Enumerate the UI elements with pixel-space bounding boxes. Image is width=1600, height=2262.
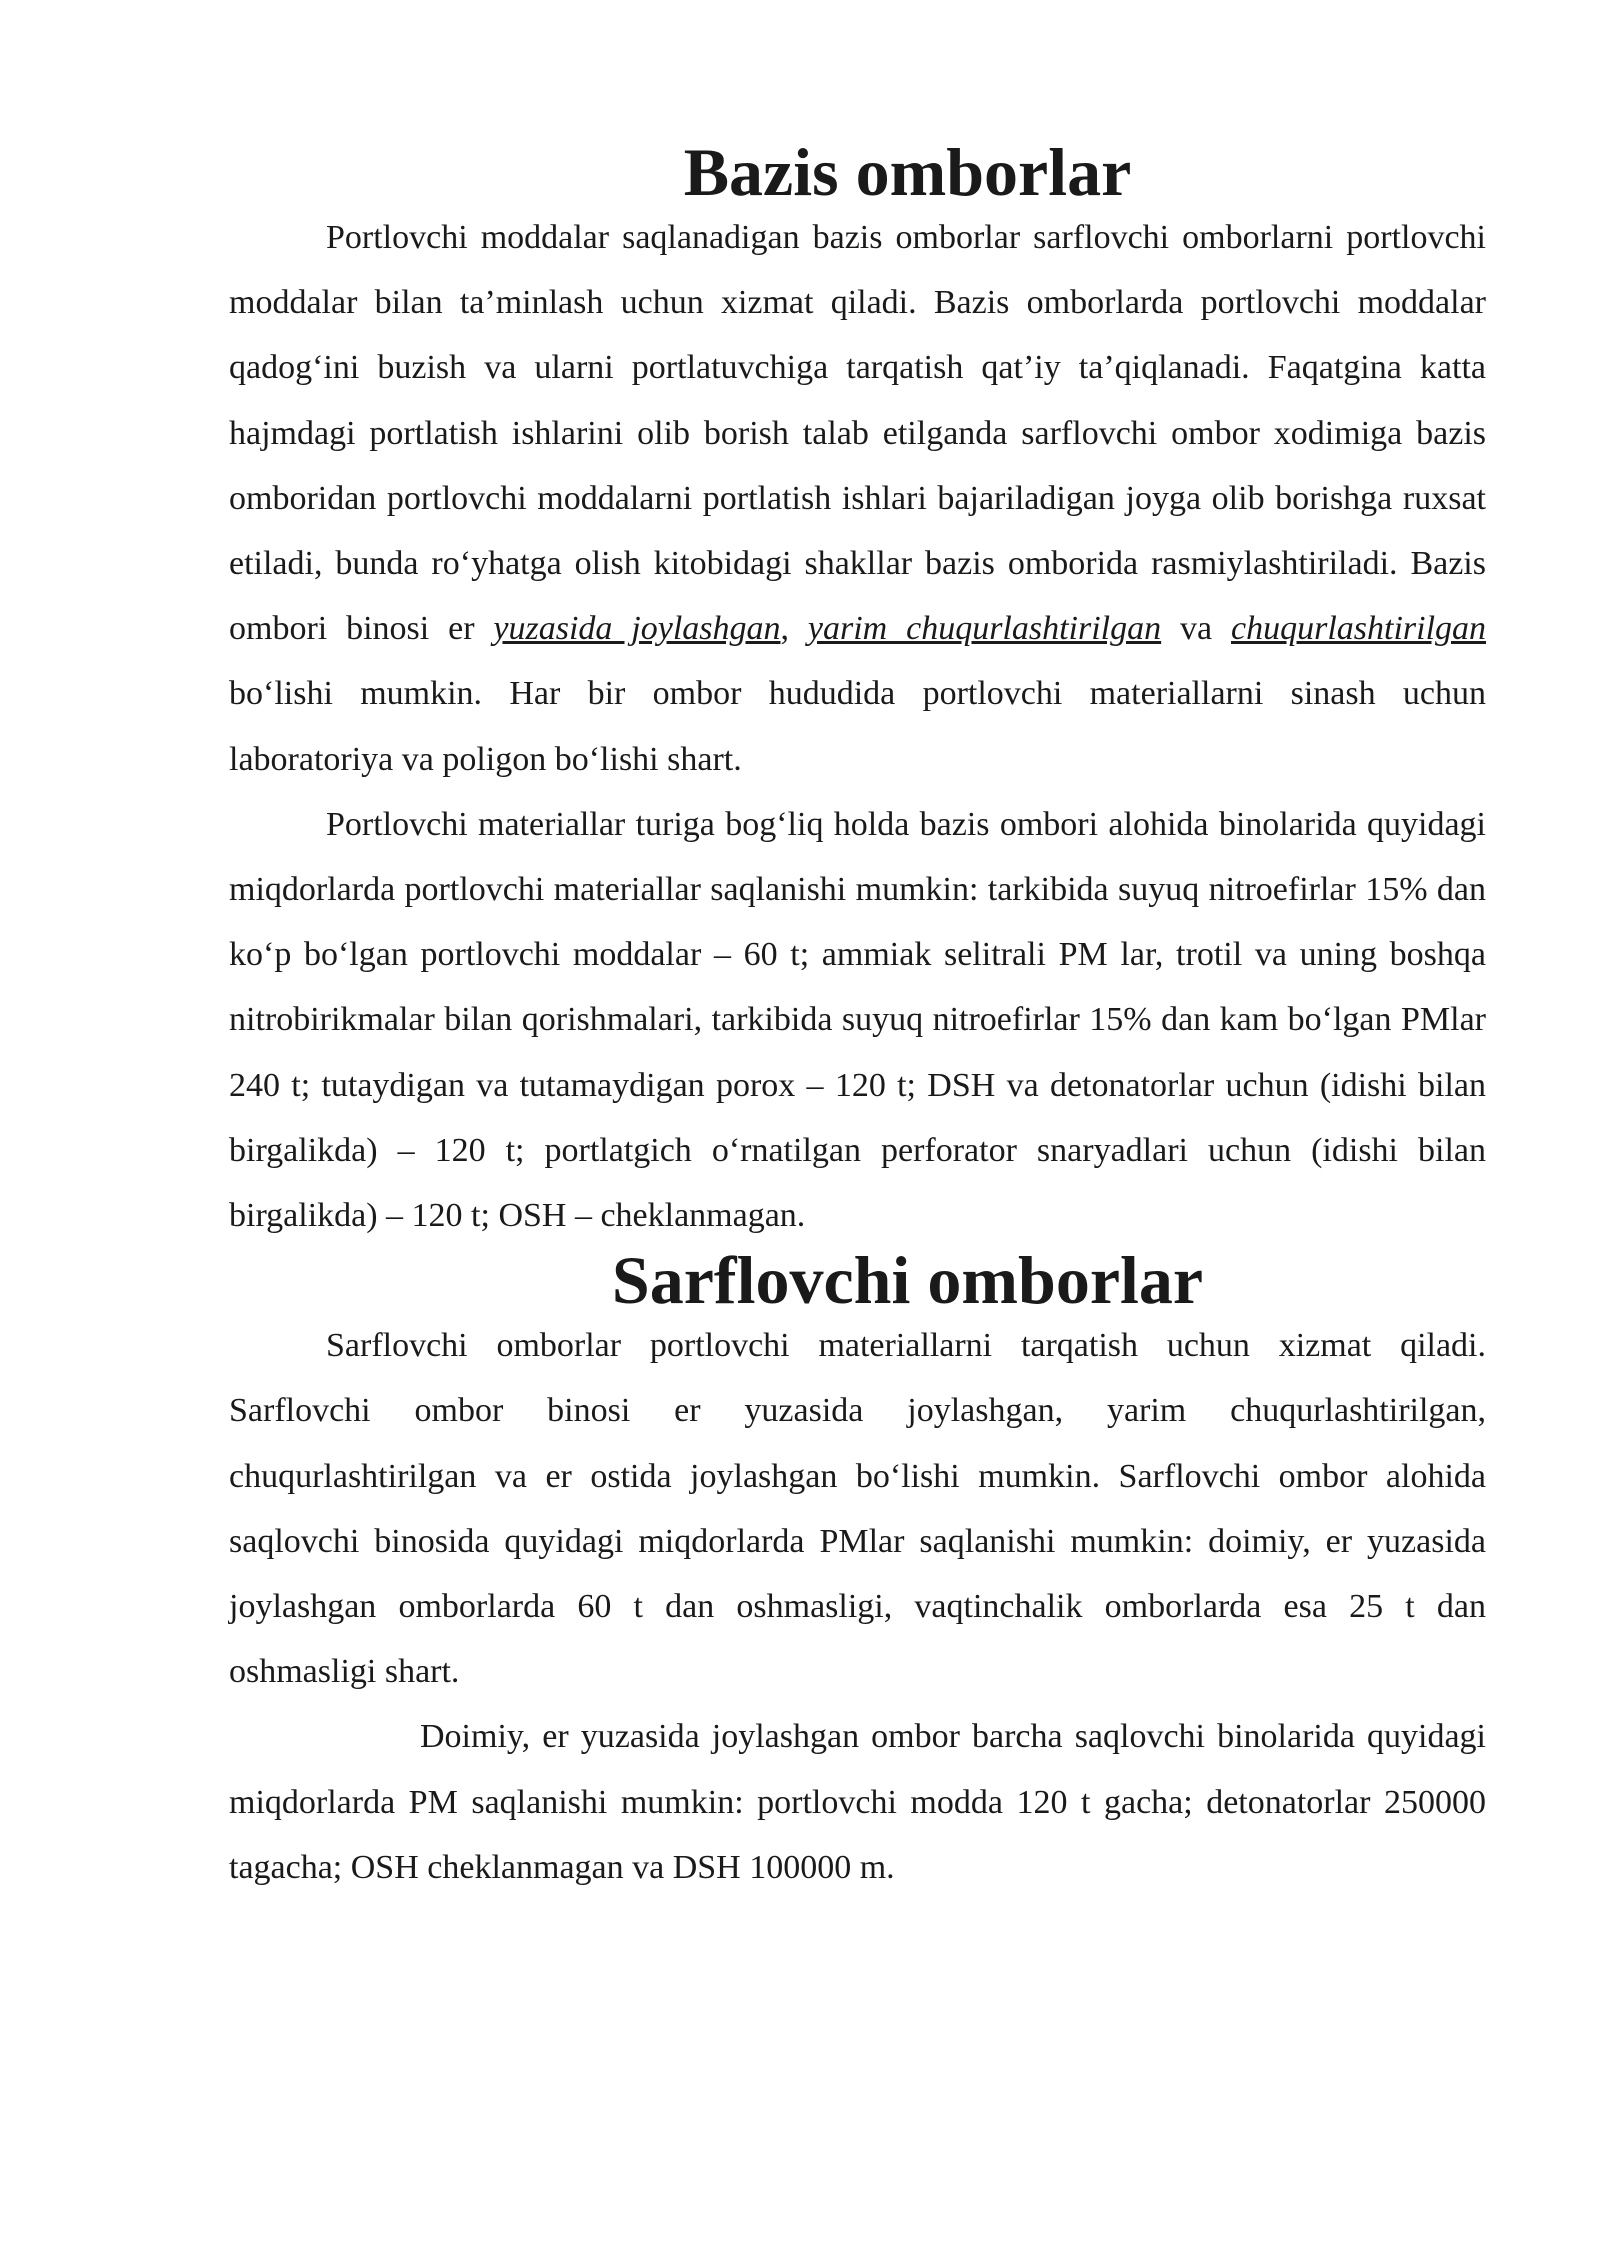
paragraph-bazis-quantities: Portlovchi materiallar turiga bog‘liq holda bazis ombori alohida binolarida quyidagi miqdorlarda portlovchi materiallar saqlanishi mumkin: tarkibida suyuq nitroefirlar 15% dan ko‘p bo‘lgan portlovchi moddalar – 60 t; ammiak selitrali PM lar, trotil va uning boshqa nitrobirikmalar bilan qorishmalari, tarkibida suyuq nitroefirlar 15% dan kam bo‘lgan PMlar 240 t; tutaydigan va tutamaydigan porox – 120 t; DSH va detonatorlar uchun (idishi bilan birgalikda) – 120 t; portlatgich o‘rnatilgan perforator snaryadlari uchun (idishi bilan birgalikda) – 120 t; OSH – cheklanmagan. [229, 805, 1486, 1235]
paragraph-text: bo‘lishi mumkin. Har bir ombor hududida portlovchi materiallarni sinash uchun laboratoriya va poligon bo‘lishi shart. [229, 675, 1486, 778]
section-heading-bazis-omborlar: Bazis omborlar [683, 134, 1132, 210]
underlined-term-yarim-chuqurlashtirilgan: yarim chuqurlashtirilgan [807, 610, 1162, 648]
section-heading-sarflovchi-omborlar: Sarflovchi omborlar [611, 1242, 1204, 1319]
paragraph-sarflovchi-intro: Sarflovchi omborlar portlovchi materiallarni tarqatish uchun xizmat qiladi. Sarflovchi ombor binosi er yuzasida joylashgan, yarim chuqurlashtirilgan, chuqurlashtirilgan va er ostida joylashgan bo‘lishi mumkin. Sarflovchi ombor alohida saqlovchi binosida quyidagi miqdorlarda PMlar saqlanishi mumkin: doimiy, er yuzasida joylashgan omborlarda 60 t dan oshmasligi, vaqtinchalik omborlarda esa 25 t dan oshmasligi shart. [229, 1327, 1486, 1691]
paragraph-bazis-intro [229, 205, 1486, 792]
paragraph-doimiy-ombor: Doimiy, er yuzasida joylashgan ombor barcha saqlovchi binolarida quyidagi miqdorlarda PM saqlanishi mumkin: portlovchi modda 120 t gacha; detonatorlar 250000 tagacha; OSH cheklanmagan va DSH 100000 m. [229, 1718, 1486, 1886]
document-body [229, 134, 1487, 1900]
underlined-term-yuzasida-joylashgan: yuzasida joylashgan [493, 610, 781, 648]
separator-text: , [780, 610, 808, 648]
paragraph-text: Portlovchi moddalar saqlanadigan bazis omborlar sarflovchi omborlarni portlovchi moddalar bilan ta’minlash uchun xizmat qiladi. Bazis omborlarda portlovchi moddalar qadog‘ini buzish va ularni portlatuvchiga tarqatish qat’iy ta’qiqlanadi. Faqatgina katta hajmdagi portlatish ishlarini olib borish talab etilganda sarflovchi ombor xodimiga bazis omboridan portlovchi moddalarni portlatish ishlari bajariladigan joyga olib borishga ruxsat etiladi, bunda ro‘yhatga olish kitobidagi shakllar bazis omborida rasmiylashtiriladi. Bazis ombori binosi er [229, 219, 1486, 648]
underlined-term-chuqurlashtirilgan: chuqurlashtirilgan [1231, 610, 1487, 648]
separator-text: va [1161, 610, 1231, 648]
